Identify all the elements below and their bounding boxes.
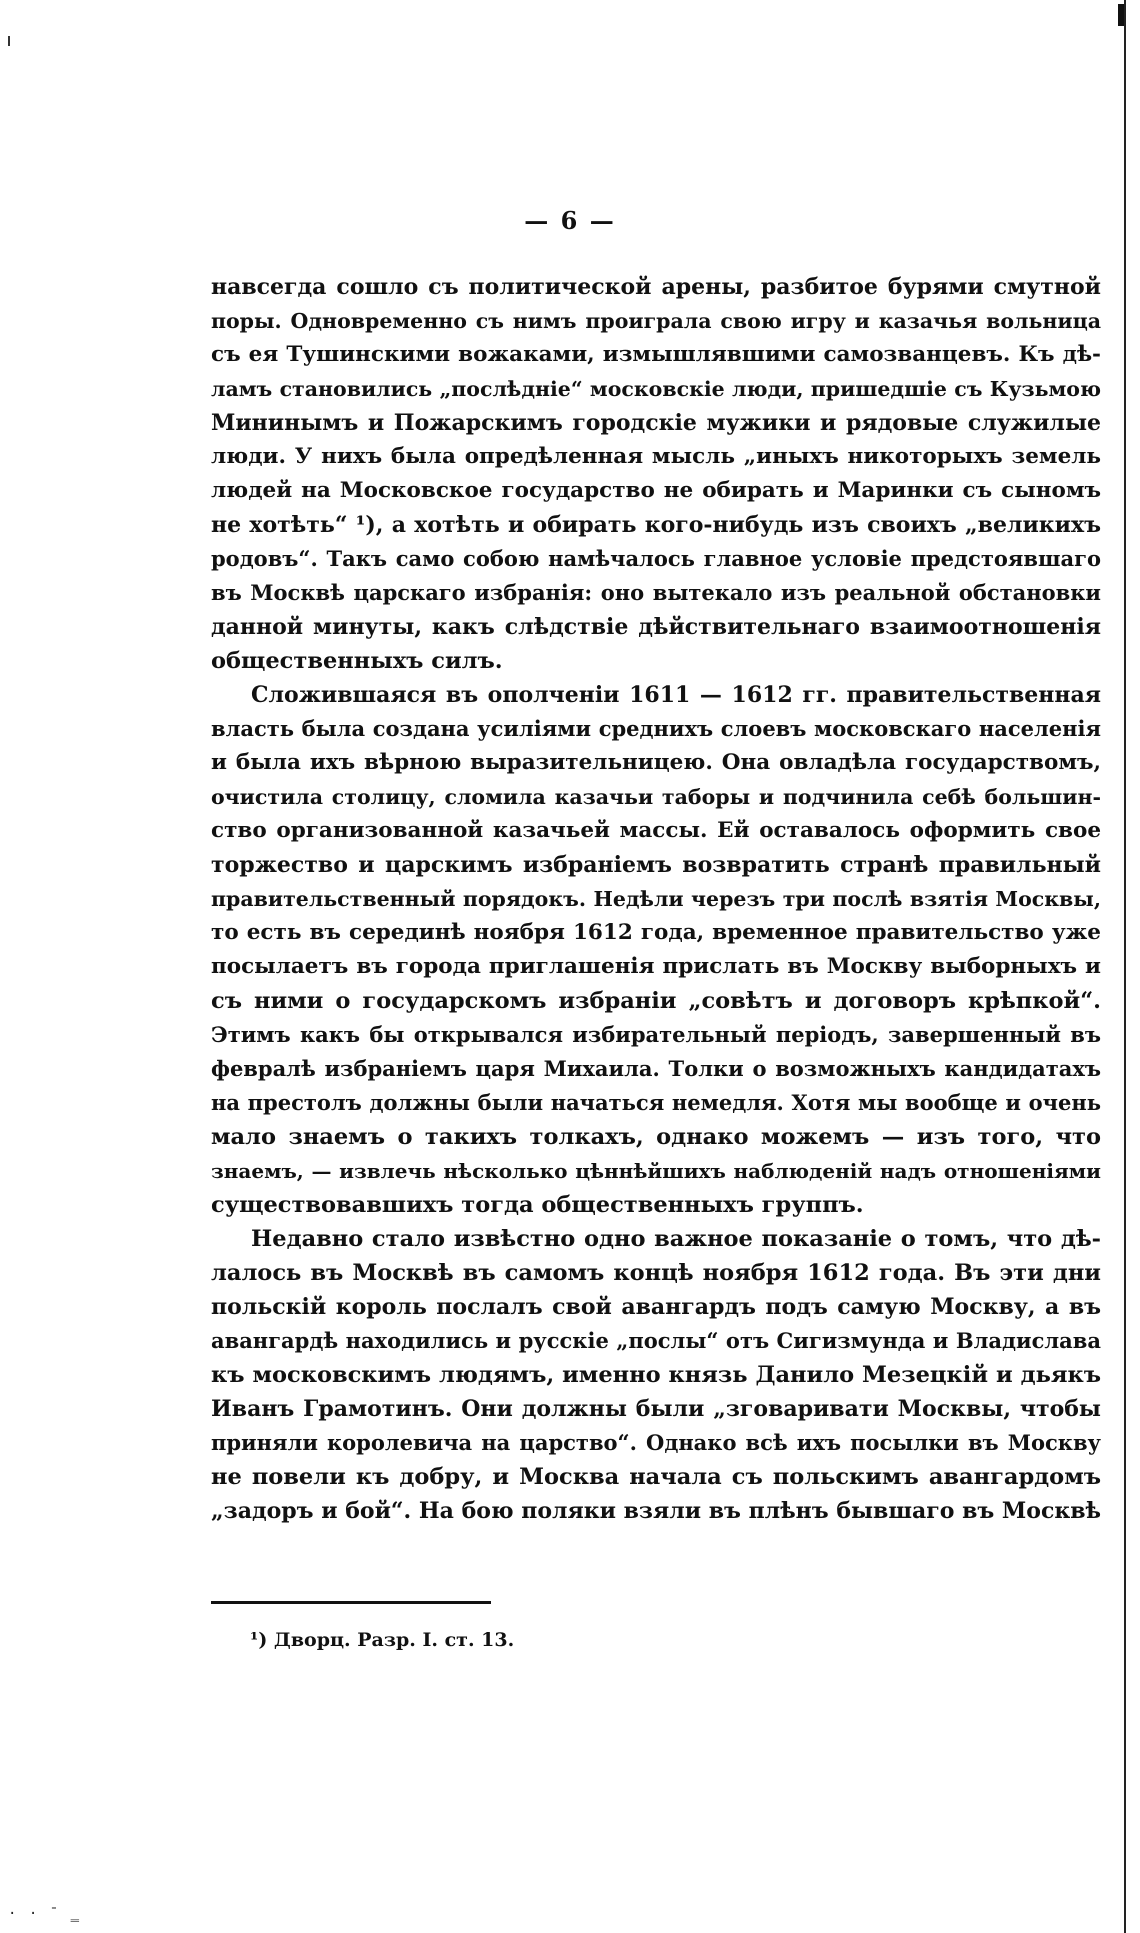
text-line: Мининымъ и Пожарскимъ городскіе мужики и рядовые служилые xyxy=(211,410,1101,436)
text-line: люди. У нихъ была опредѣленная мысль „иныхъ никоторыхъ земель xyxy=(211,444,1101,469)
text-line: лалось въ Москвѣ въ самомъ концѣ ноября 1612 года. Въ эти дни xyxy=(211,1260,1101,1286)
footnote: ¹) Дворц. Разр. I. ст. 13. xyxy=(250,1629,515,1651)
text-line: торжество и царскимъ избраніемъ возвратить странѣ правильный xyxy=(211,852,1101,878)
body-text xyxy=(211,270,1101,1528)
text-line: Этимъ какъ бы открывался избирательный періодъ, завершенный въ xyxy=(211,1022,1101,1047)
text-line: съ ними о государскомъ избраніи „совѣтъ и договоръ крѣпкой“. xyxy=(211,988,1101,1014)
text-line: ламъ становились „послѣдніе“ московскіе люди, пришедшіе съ Кузьмою xyxy=(211,377,1101,401)
text-line: на престолъ должны были начаться немедля. Хотя мы вообще и очень xyxy=(211,1090,1101,1115)
text-line: посылаетъ въ города приглашенія прислать въ Москву выборныхъ и xyxy=(211,954,1101,979)
text-line: данной минуты, какъ слѣдствіе дѣйствительнаго взаимоотношенія xyxy=(211,614,1101,640)
text-line: „задоръ и бой“. На бою поляки взяли въ плѣнъ бывшаго въ Москвѣ xyxy=(211,1498,1101,1524)
text-line: мало знаемъ о такихъ толкахъ, однако можемъ — изъ того, что xyxy=(211,1124,1101,1150)
text-line: правительственный порядокъ. Недѣли черезъ три послѣ взятія Москвы, xyxy=(211,887,1101,911)
text-line: Иванъ Грамотинъ. Они должны были „зговаривати Москвы, чтобы xyxy=(211,1396,1101,1422)
page-number: — 6 — xyxy=(524,206,616,235)
text-line: и была ихъ вѣрною выразительницею. Она овладѣла государствомъ, xyxy=(211,750,1101,775)
text-line: Недавно стало извѣстно одно важное показаніе о томъ, что дѣ- xyxy=(251,1226,1101,1252)
scan-edge-mark xyxy=(1118,4,1124,26)
text-line: поры. Одновременно съ нимъ проиграла свою игру и казачья вольница xyxy=(211,309,1101,333)
text-line: къ московскимъ людямъ, именно князь Данило Мезецкій и дьякъ xyxy=(211,1362,1101,1388)
text-line: ство организованной казачьей массы. Ей оставалось оформить свое xyxy=(211,818,1101,843)
scan-bottom-marks: · · ˉ ‗ xyxy=(8,1906,82,1922)
text-line: не повели къ добру, и Москва начала съ польскимъ авангардомъ xyxy=(211,1464,1101,1490)
text-line: родовъ“. Такъ само собою намѣчалось главное условіе предстоявшаго xyxy=(211,546,1101,571)
text-line: общественныхъ силъ. xyxy=(211,648,503,674)
text-line: власть была создана усиліями среднихъ слоевъ московскаго населенія xyxy=(211,716,1101,741)
text-line: въ Москвѣ царскаго избранія: оно вытекало изъ реальной обстановки xyxy=(211,580,1101,605)
text-line: съ ея Тушинскими вожаками, измышлявшими самозванцевъ. Къ дѣ- xyxy=(211,342,1101,367)
scan-edge-rule xyxy=(1124,0,1126,1933)
text-line: существовавшихъ тогда общественныхъ группъ. xyxy=(211,1192,864,1218)
text-line: не хотѣть“ ¹), а хотѣть и обирать кого-нибудь изъ своихъ „великихъ xyxy=(211,512,1101,538)
text-line: то есть въ серединѣ ноября 1612 года, временное правительство уже xyxy=(211,920,1101,945)
text-line: знаемъ, — извлечь нѣсколько цѣннѣйшихъ наблюденій надъ отношеніями xyxy=(211,1159,1101,1183)
text-line: навсегда сошло съ политической арены, разбитое бурями смутной xyxy=(211,274,1101,300)
scan-left-tick xyxy=(8,36,10,46)
text-line: приняли королевича на царство“. Однако всѣ ихъ посылки въ Москву xyxy=(211,1430,1101,1455)
text-line: людей на Московское государство не обирать и Маринки съ сыномъ xyxy=(211,478,1101,503)
text-line: февралѣ избраніемъ царя Михаила. Толки о возможныхъ кандидатахъ xyxy=(211,1056,1101,1081)
text-line: очистила столицу, сломила казачьи таборы и подчинила себѣ большин- xyxy=(211,785,1101,809)
text-line: польскій король послалъ свой авангардъ подъ самую Москву, а въ xyxy=(211,1294,1101,1320)
text-line: авангардѣ находились и русскіе „послы“ отъ Сигизмунда и Владислава xyxy=(211,1328,1101,1353)
text-line: Сложившаяся въ ополченіи 1611 — 1612 гг. правительственная xyxy=(251,682,1101,708)
footnote-divider xyxy=(211,1601,491,1604)
